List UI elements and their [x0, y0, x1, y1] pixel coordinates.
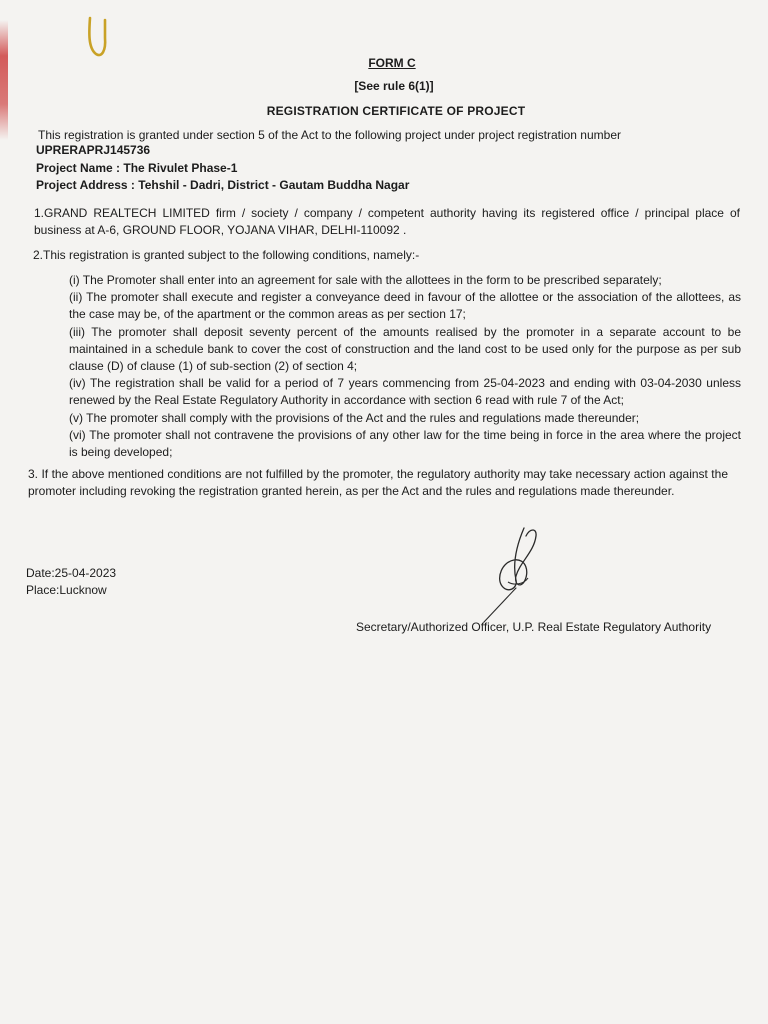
red-edge-mark	[0, 20, 8, 140]
intro-text: This registration is granted under section 5 of the Act to the following project under project registration number	[38, 128, 621, 142]
condition-item: (iv) The registration shall be valid for a period of 7 years commencing from 25-04-2023 and ending with 03-04-2030 unless renewed by the Real Estate Regulatory Authority in accordance with section 6 read with rule 7 of the Act;	[69, 376, 741, 408]
certificate-title: REGISTRATION CERTIFICATE OF PROJECT	[266, 104, 526, 118]
rule-reference: [See rule 6(1)]	[354, 79, 434, 93]
condition-item: (iii) The promoter shall deposit seventy percent of the amounts realised by the promoter in a separate account to be maintained in a schedule bank to cover the cost of construction and the land cost to be used only for the purpose as per sub clause (D) of clause (1) of sub-section (2) of section 4;	[69, 324, 741, 374]
authorized-officer: Secretary/Authorized Officer, U.P. Real Estate Regulatory Authority	[356, 620, 712, 634]
paragraph-2: 2.This registration is granted subject to the following conditions, namely:-	[33, 248, 420, 262]
condition-item: (vi) The promoter shall not contravene the provisions of any other law for the time being in force in the area where the project is being developed;	[69, 427, 741, 460]
form-label: FORM C	[368, 56, 416, 70]
condition-item: (i) The Promoter shall enter into an agreement for sale with the allottees in the form to be prescribed separately;	[69, 273, 662, 287]
project-address: Project Address : Tehshil - Dadri, District - Gautam Buddha Nagar	[36, 178, 410, 192]
condition-item: (ii) The promoter shall execute and register a conveyance deed in favour of the allottee or the association of the allottees, as the case may be, of the apartment or the common areas as per section 17;	[69, 290, 741, 322]
pen-mark-icon	[84, 14, 110, 60]
issue-date: Date:25-04-2023	[26, 566, 117, 580]
conditions-list	[69, 272, 741, 461]
signature-icon	[478, 522, 558, 626]
paragraph-3: 3. If the above mentioned conditions are not fulfilled by the promoter, the regulatory authority may take necessary action against the promoter including revoking the registration granted herein, as per the Act and the rules and regulations made thereunder.	[28, 467, 728, 498]
paragraph-1: 1.GRAND REALTECH LIMITED firm / society / company / competent authority having its registered office / principal place of business at A-6, GROUND FLOOR, YOJANA VIHAR, DELHI-110092 .	[34, 206, 740, 237]
project-name: Project Name : The Rivulet Phase-1	[36, 161, 238, 175]
registration-number: UPRERAPRJ145736	[36, 143, 151, 157]
condition-item: (v) The promoter shall comply with the provisions of the Act and the rules and regulations made thereunder;	[69, 410, 640, 425]
issue-place: Place:Lucknow	[26, 583, 107, 597]
